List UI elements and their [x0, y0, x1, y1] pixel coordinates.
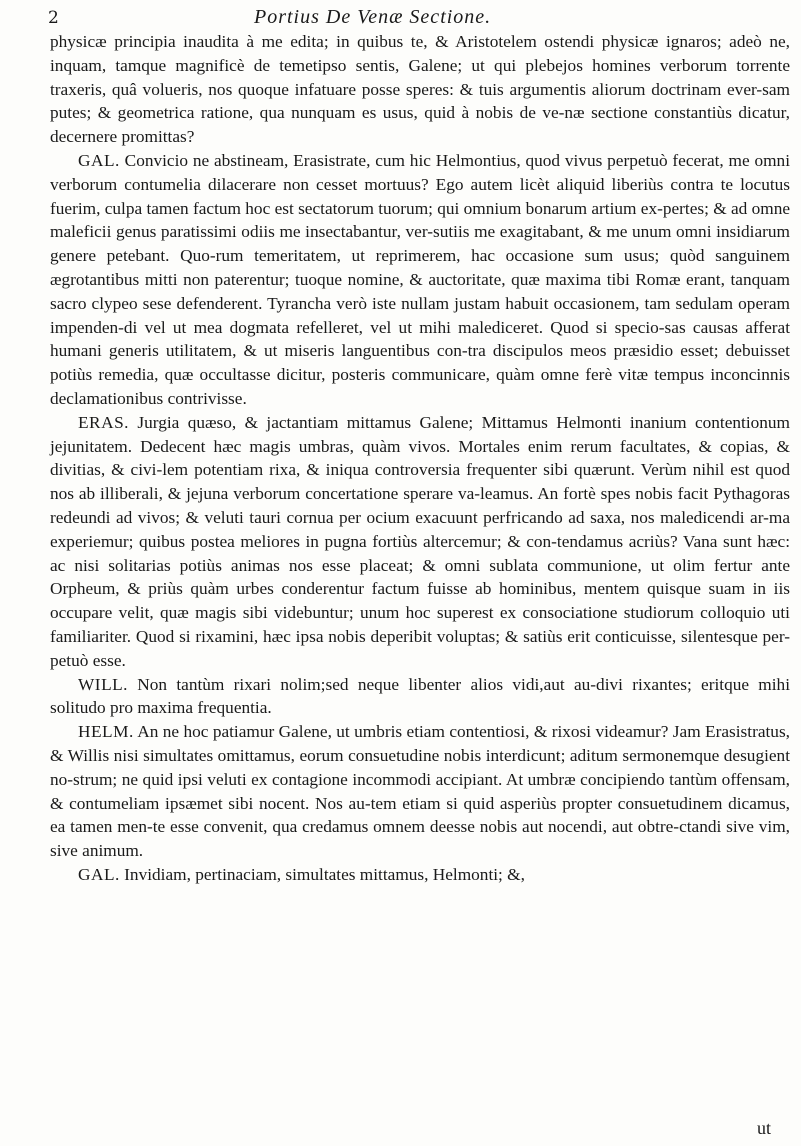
text-body: [50, 30, 790, 887]
running-title: Portius De Venæ Sectione.: [254, 6, 492, 28]
paragraph-text: Convicio ne abstineam, Erasistrate, cum hic Helmontius, quod vivus perpetuò fecerat, me omni verborum contumelia dilacerare non cesset mortuus? Ego autem licèt aliquid liberiùs contra te locutus fuerim, culpa tamen factum hoc est sectatorum tuorum; qui omnium bonarum artium ex-pertes; & ad omne maleficii genus paratissimi odiis me insectabantur, ver-sutiis me exagitabant, & me unum omni insidiarum genere petebant. Quo-rum temeritatem, ut reprimerem, hac occasione sum usus; quòd sanguinem ægrotantibus mitti non paterentur; tuoque nomine, & auctoritate, quæ maxima tibi Romæ erant, tanquam sacro clypeo sese defenderent. Tyrancha verò iste nullam justam habuit occasionem, tam sedulam operam impenden-di vel ut mea dogmata refelleret, vel ut mihi malediceret. Quod si specio-sas causas afferat humani generis utilitatem, & ut miseris languentibus con-tra discipulos meos præsidio esset; debuisset potiùs remedia, quæ occultasse dicitur, posteris communicare, quàm omne ferè vitæ tempus inconcinnis declamationibus contrivisse.: [50, 150, 791, 408]
paragraph-text: Non tantùm rixari nolim;sed neque libenter alios vidi,aut au-divi rixantes; eritque mihi solitudo pro maxima frequentia.: [50, 674, 790, 718]
speaker-label: HELM.: [78, 722, 134, 742]
paragraph-galen-2: [50, 863, 790, 887]
paragraph-text: Invidiam, pertinaciam, simultates mittamus, Helmonti; &,: [124, 864, 525, 884]
paragraph-text: Jurgia quæso, & jactantiam mittamus Galene; Mittamus Helmonti inanium contentionum jejunitatem. Dedecent hæc magis umbras, quàm vivos. Mortales enim rerum facultates, & copias, & divitias, & civi-lem potentiam rixa, & iniqua controversia frequenter sibi quærunt. Verùm nihil est quod nos ab illiberali, & jejuna verborum concertatione sperare va-leamus. An fortè spes nobis facit Pythagoras redeundi ad vivos; & veluti tauri cornua per ocium exacuunt perfricando ad saxa, nos maledicendi ar-ma experiemur; quibus postea meliores in pugna fortiùs altercemur; & con-tendamus acriùs? Vana sunt hæc: ac nisi solitarias potiùs animas nos esse placeat; & omni sublata communione, ut olim fertur ante Orpheum, & priùs quàm urbes conderentur factum fuisse ab hominibus, mentem quisque suam in iis occupare velit, quæ magis sibi videbuntur; unum hoc superest ex consociatione studiorum colloquio uti familiariter. Quod si rixamini, hæc ipsa nobis deperibit voluptas; & satiùs erit conticuisse, silentesque per-petuò esse.: [50, 412, 790, 670]
catchword: ut: [756, 1118, 771, 1138]
speaker-label: ERAS.: [78, 412, 129, 432]
paragraph-continuation: [50, 30, 790, 149]
speaker-label: WILL.: [78, 674, 128, 694]
paragraph-text: physicæ principia inaudita à me edita; in quibus te, & Aristotelem ostendi physicæ ignaros; adeò ne, inquam, tamque magnificè de temetipso sentis, Galene; ut qui plebejos homines verborum torrente traxeris, quâ volueris, nos quoque infatuare posse speres: & tuis argumentis aliorum doctrinam ever-sam putes; & geometrica ratione, qua nunquam es usus, quid à nobis de ve-næ sectione constantiùs dicatur, decernere promittas?: [50, 32, 790, 147]
page-header: [36, 6, 796, 32]
speaker-label: GAL.: [78, 864, 120, 884]
speaker-label: GAL.: [78, 150, 120, 170]
paragraph-willis: [50, 673, 790, 721]
paragraph-helmont: [50, 720, 790, 863]
paragraph-erasistratus: [50, 411, 790, 673]
page-number: 2: [48, 8, 59, 28]
paragraph-galen-1: [50, 149, 790, 411]
paragraph-text: An ne hoc patiamur Galene, ut umbris etiam contentiosi, & rixosi videamur? Jam Erasistratus, & Willis nisi simultates omittamus, eorum consuetudine nobis interdicunt; aditum sermonemque desugient no-strum; ne quid ipsi veluti ex contagione incommodi accipiant. At umbræ concipiendo tantùm offensam, & contumeliam ipsæmet sibi nocent. Nos au-tem etiam si quid asperiùs propter consuetudinem dicamus, ea tamen men-te esse convenit, qua credamus omnem deesse nobis aut nocendi, aut obtre-ctandi sive vim, sive animum.: [50, 722, 790, 861]
